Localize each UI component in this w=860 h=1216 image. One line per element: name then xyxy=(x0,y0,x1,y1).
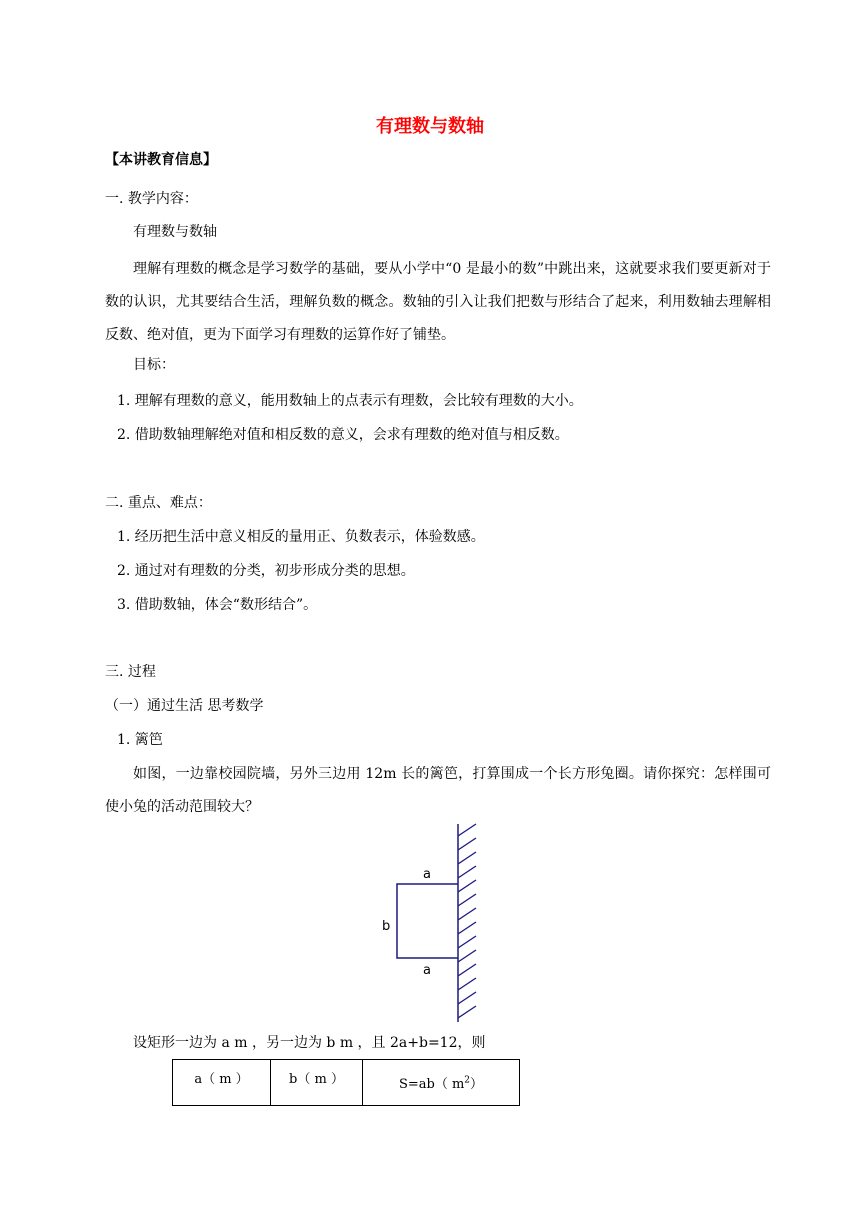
header-a: a（ m ） xyxy=(173,1060,271,1106)
keypoint-item: 1. 经历把生活中意义相反的量用正、负数表示，体验数感。 xyxy=(117,529,485,545)
page-title: 有理数与数轴 xyxy=(376,116,484,137)
section-header: 【本讲教育信息】 xyxy=(105,152,217,168)
section-3-subheading: （一）通过生活 思考数学 xyxy=(105,698,264,714)
section-1-topic: 有理数与数轴 xyxy=(133,224,217,240)
keypoint-item: 3. 借助数轴，体会“数形结合”。 xyxy=(117,597,318,613)
wall-hatching xyxy=(458,824,476,1022)
fence-outline xyxy=(397,884,458,958)
fence-problem-paragraph: 如图，一边靠校园院墙，另外三边用 12m 长的篱笆，打算围成一个长方形兔圈。请你探究：怎样围可使小兔的活动范围较大？ xyxy=(105,766,771,815)
goal-item: 2. 借助数轴理解绝对值和相反数的意义，会求有理数的绝对值与相反数。 xyxy=(117,427,569,443)
header-area xyxy=(363,1060,520,1106)
goal-item: 1. 理解有理数的意义，能用数轴上的点表示有理数，会比较有理数的大小。 xyxy=(117,393,583,409)
rectangle-setup: 设矩形一边为 a m ，另一边为 b m ，且 2a+b=12，则 xyxy=(133,1035,486,1051)
label-a-bottom: a xyxy=(423,963,431,978)
header-area-text: S=ab（ m xyxy=(398,1077,465,1092)
keypoint-item: 2. 通过对有理数的分类，初步形成分类的思想。 xyxy=(117,563,415,579)
table-header-row xyxy=(173,1060,520,1106)
header-area-sup: 2 xyxy=(464,1075,471,1086)
process-item-1: 1. 篱笆 xyxy=(117,732,163,748)
fence-diagram xyxy=(370,822,485,1027)
header-b: b（ m ） xyxy=(271,1060,363,1106)
section-3-heading: 三. 过程 xyxy=(105,664,156,680)
section-1-paragraph: 理解有理数的概念是学习数学的基础，要从小学中“0 是最小的数”中跳出来，这就要求我们要更新对于数的认识，尤其要结合生活，理解负数的概念。数轴的引入让我们把数与形结合了起来，利用数轴去理解相反数、绝对值，更为下面学习有理数的运算作好了铺垫。 xyxy=(105,261,771,343)
section-2-heading: 二. 重点、难点： xyxy=(105,495,212,511)
header-area-close: ） xyxy=(470,1077,484,1092)
label-b: b xyxy=(382,919,391,934)
area-table xyxy=(172,1059,520,1106)
section-1-heading: 一. 教学内容： xyxy=(105,191,198,207)
goals-label: 目标： xyxy=(133,357,175,373)
label-a-top: a xyxy=(423,867,431,882)
